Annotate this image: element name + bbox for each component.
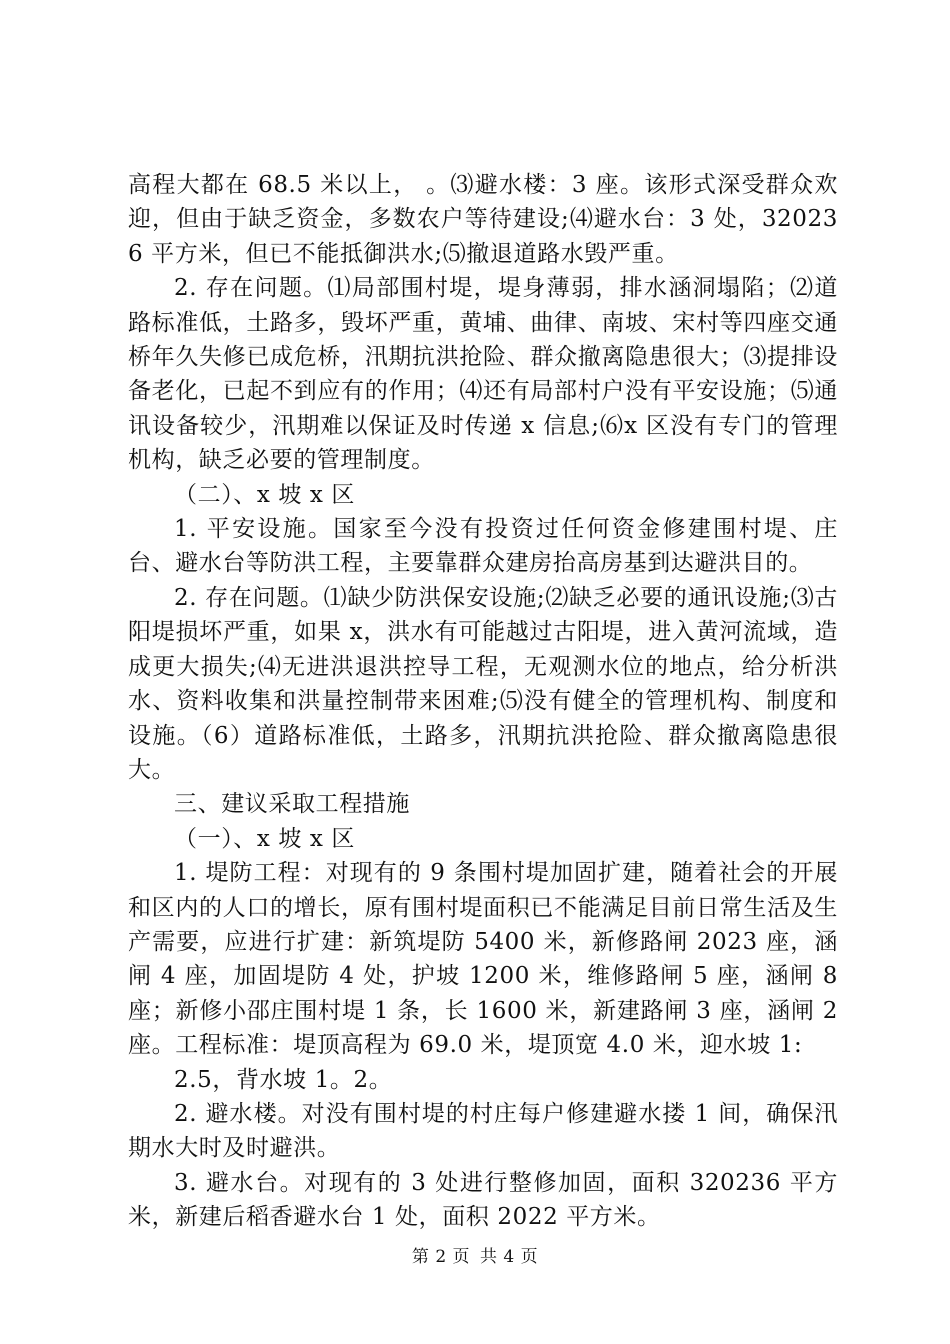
- paragraph-flood-facilities-cont: 高程大都在 68.5 米以上， 。⑶避水楼：3 座。该形式深受群众欢迎，但由于缺乏资金，多数农户等待建设;⑷避水台：3 处，320236 平方米，但已不能抵御洪水;⑸撤退道路水毁严重。: [128, 172, 838, 267]
- document-body: [128, 168, 838, 1235]
- paragraph-existing-problems-2: 2. 存在问题。⑴缺少防洪保安设施;⑵缺乏必要的通讯设施;⑶古阳堤损坏严重，如果 x，洪水有可能越过古阳堤，进入黄河流域，造成更大损失;⑷无进洪退洪控导工程，无观测水位的地点，给分析洪水、资料收集和洪量控制带来困难;⑸没有健全的管理机构、制度和设施。（6）道路标准低，土路多，汛期抗洪抢险、群众撤离隐患很大。: [128, 584, 838, 783]
- paragraph-safety-facilities: 1. 平安设施。国家至今没有投资过任何资金修建围村堤、庄台、避水台等防洪工程，主要靠群众建房抬高房基到达避洪目的。: [128, 516, 838, 577]
- paragraph-refuge-platform: 3. 避水台。对现有的 3 处进行整修加固，面积 320236 平方米，新建后稻香避水台 1 处，面积 2022 平方米。: [128, 1169, 838, 1231]
- page-footer: [0, 1242, 950, 1267]
- paragraph-refuge-building: 2. 避水楼。对没有围村堤的村庄每户修建避水搂 1 间，确保汛期水大时及时避洪。: [128, 1100, 838, 1162]
- section-heading-3-1: （一）、x 坡 x 区: [174, 825, 355, 852]
- page-number: 第 2 页: [411, 1247, 471, 1267]
- paragraph-slope-ratio: 2.5，背水坡 1。2。: [174, 1066, 393, 1093]
- section-heading-3: 三、建议采取工程措施: [174, 791, 410, 818]
- paragraph-existing-problems-1: 2. 存在问题。⑴局部围村堤，堤身薄弱，排水涵洞塌陷；⑵道路标准低，土路多，毁坏严重，黄埔、曲律、南坡、宋村等四座交通桥年久失修已成危桥，汛期抗洪抢险、群众撤离隐患很大；⑶提排设备老化，已起不到应有的作用；⑷还有局部村户没有平安设施；⑸通讯设备较少，汛期难以保证及时传递 x 信息;⑹x 区没有专门的管理机构，缺乏必要的管理制度。: [128, 275, 838, 474]
- page-total: 共 4 页: [479, 1247, 539, 1267]
- section-heading-2: （二）、x 坡 x 区: [174, 481, 355, 508]
- paragraph-levee-works: 1. 堤防工程：对现有的 9 条围村堤加固扩建，随着社会的开展和区内的人口的增长，原有围村堤面积已不能满足目前日常生活及生产需要，应进行扩建：新筑堤防 5400 米，新修路闸 2023 座，涵闸 4 座，加固堤防 4 处，护坡 1200 米，维修路闸 5 座，涵闸 8 座；新修小邵庄围村堤 1 条，长 1600 米，新建路闸 3 座，涵闸 2 座。工程标准：堤顶高程为 69.0 米，堤顶宽 4.0 米，迎水坡 1:: [128, 860, 838, 1059]
